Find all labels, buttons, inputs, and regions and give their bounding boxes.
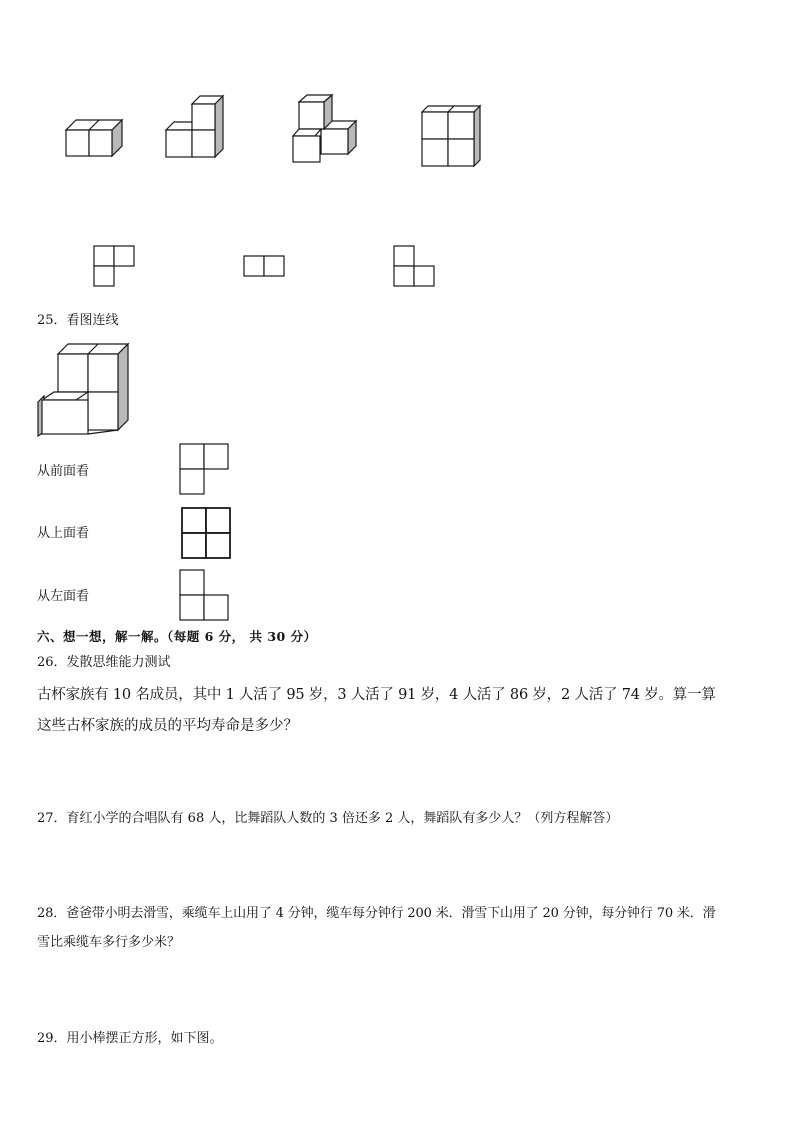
top-view-shape [180,506,234,562]
q25-title: 25．看图连线 [37,313,119,328]
q28-line-1: 28．爸爸带小明去滑雪，乘缆车上山用了 4 分钟，缆车每分钟行 200 米．滑雪下山用了 20 分钟，每分钟行 70 米．滑 [37,906,716,921]
view-shape-2 [242,254,290,280]
q26-line-1: 古杯家族有 10 名成员，其中 1 人活了 95 岁，3 人活了 91 岁，4 人活了 86 岁，2 人活了 74 岁。算一算 [37,687,716,703]
q26-title: 26．发散思维能力测试 [37,655,171,670]
cube-figure-1 [60,110,130,160]
cube-figure-2 [160,96,230,162]
view-label-front: 从前面看 [37,464,90,479]
view-shape-1 [92,244,142,290]
section-6-header: 六、想一想，解一解。（每题 6 分， 共 30 分） [37,629,317,644]
cube-figure-4 [418,104,488,170]
q25-solid-figure [36,340,136,438]
q28-line-2: 雪比乘缆车多行多少米？ [37,935,181,950]
view-label-top: 从上面看 [37,526,90,541]
left-view-shape [178,568,232,624]
view-label-left: 从左面看 [37,589,90,604]
q27-text: 27．育红小学的合唱队有 68 人，比舞蹈队人数的 3 倍还多 2 人，舞蹈队有多少人？（列方程解答） [37,811,619,826]
view-shape-3 [392,244,442,290]
cube-figure-3 [288,92,368,164]
q29-text: 29．用小棒摆正方形，如下图。 [37,1031,223,1046]
q26-line-2: 这些古杯家族的成员的平均寿命是多少？ [37,718,298,734]
front-view-shape [178,442,232,498]
